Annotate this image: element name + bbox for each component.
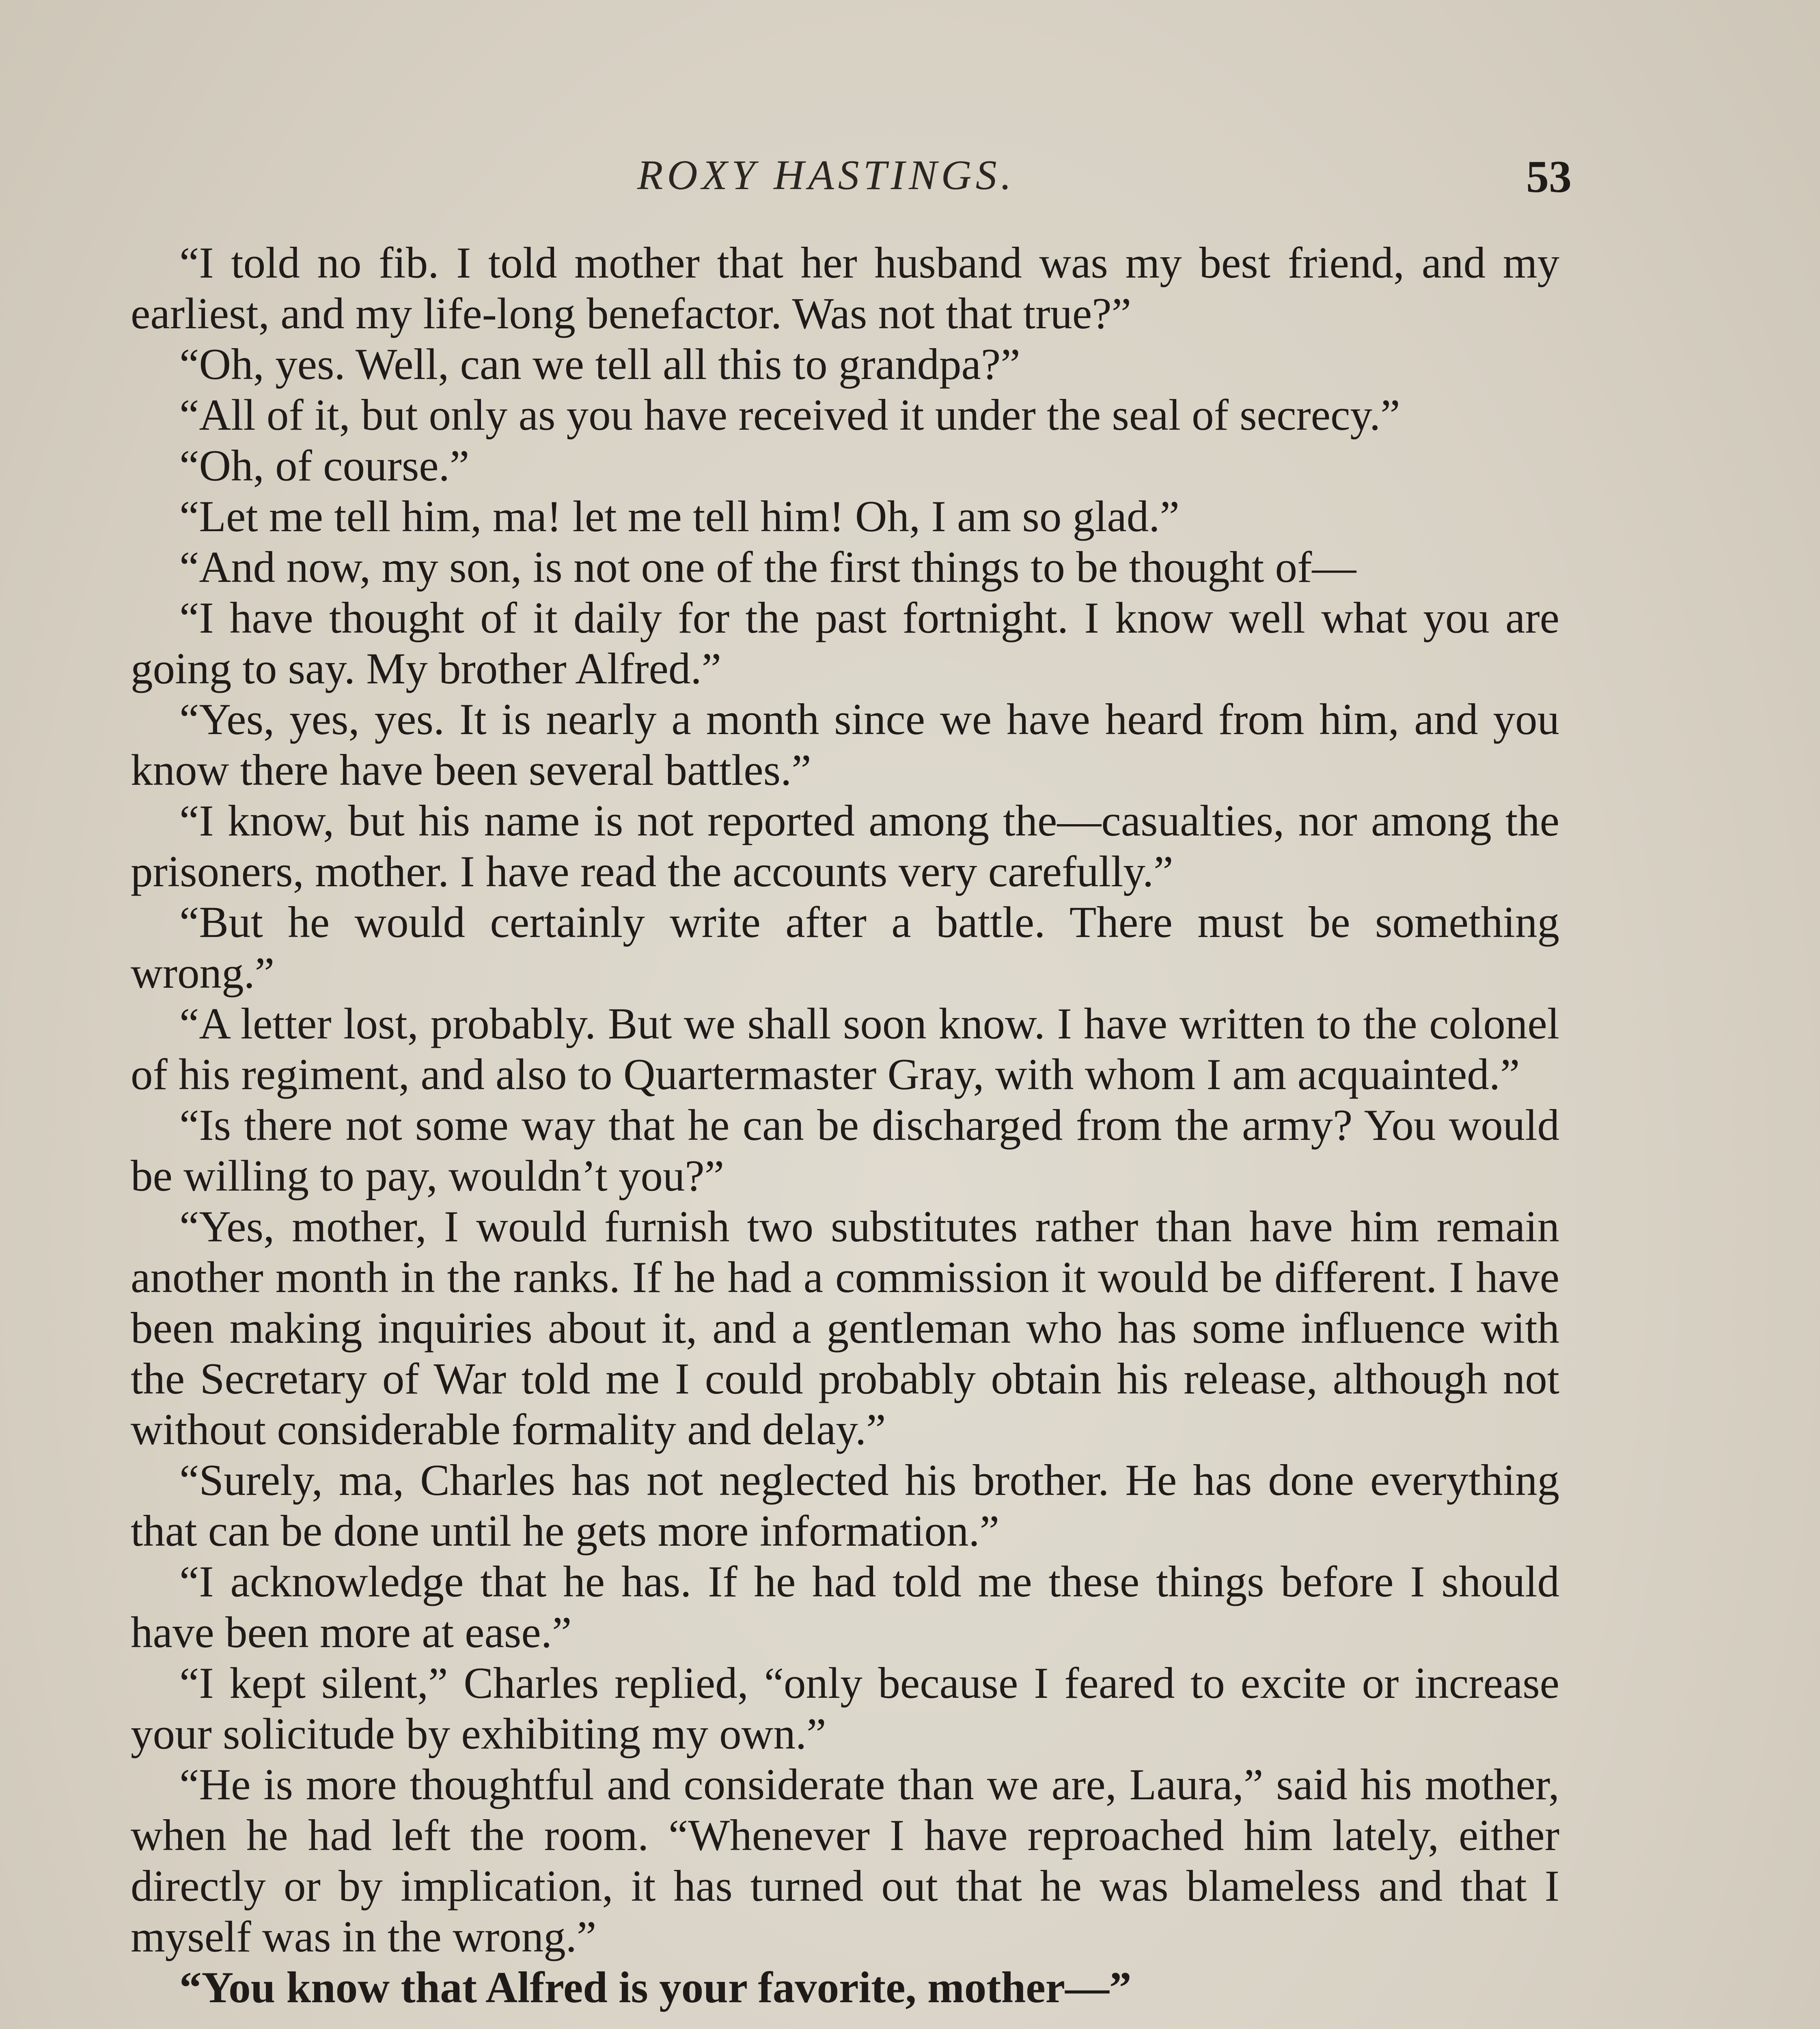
running-title: ROXY HASTINGS. [637, 152, 1016, 198]
paragraph: “But he would certainly write after a battle. There must be something wrong.” [131, 898, 1559, 997]
paragraph: “Oh, of course.” [179, 441, 470, 490]
paragraph: “You know that Alfred is your favorite, mother—” [179, 1963, 1132, 2012]
paragraph: “Is there not some way that he can be discharged from the army? You would be willing to pay, wouldn’t you?” [131, 1101, 1559, 1200]
paragraph: “I told no fib. I told mother that her husband was my best friend, and my earliest, and my life-long benefactor. Was not that true?” [131, 238, 1559, 338]
paragraph: “Yes, yes, yes. It is nearly a month since we have heard from him, and you know there have been several battles.” [131, 695, 1559, 795]
paragraph: “Yes, mother, I would furnish two substitutes rather than have him remain another month in the ranks. If he had a commission it would be different. I have been making inquiries about it, and a gentleman who has some influence with the Secretary of War told me I could probably obtain his release, although not without considerable formality and delay.” [131, 1202, 1559, 1454]
paragraph: “I acknowledge that he has. If he had told me these things before I should have been more at ease.” [131, 1557, 1559, 1657]
running-head [0, 151, 1820, 200]
paragraph: “And now, my son, is not one of the first things to be thought of— [179, 543, 1356, 592]
paragraph: “I have thought of it daily for the past fortnight. I know well what you are going to say. My brother Alfred.” [131, 593, 1559, 693]
page-number: 53 [1526, 152, 1572, 202]
paragraph: “A letter lost, probably. But we shall soon know. I have written to the colonel of his regiment, and also to Quartermaster Gray, with whom I am acquainted.” [131, 999, 1559, 1099]
paragraph: “I kept silent,” Charles replied, “only because I feared to excite or increase your solicitude by exhibiting my own.” [131, 1659, 1559, 1758]
paragraph: “Oh, yes. Well, can we tell all this to grandpa?” [179, 340, 1020, 389]
paragraph: “I know, but his name is not reported among the—casualties, nor among the prisoners, mother. I have read the accounts very carefully.” [131, 796, 1559, 896]
paragraph: “He is more thoughtful and considerate than we are, Laura,” said his mother, when he had left the room. “Whenever I have reproached him lately, either directly or by implication, it has turned out that he was blameless and that I myself was in the wrong.” [131, 1760, 1559, 1961]
paragraph: “All of it, but only as you have received it under the seal of secrecy.” [179, 390, 1400, 439]
paragraph: “Surely, ma, Charles has not neglected his brother. He has done everything that can be done until he gets more information.” [131, 1456, 1559, 1555]
body-text [131, 237, 1559, 2013]
paragraph: “Let me tell him, ma! let me tell him! Oh, I am so glad.” [179, 492, 1180, 541]
